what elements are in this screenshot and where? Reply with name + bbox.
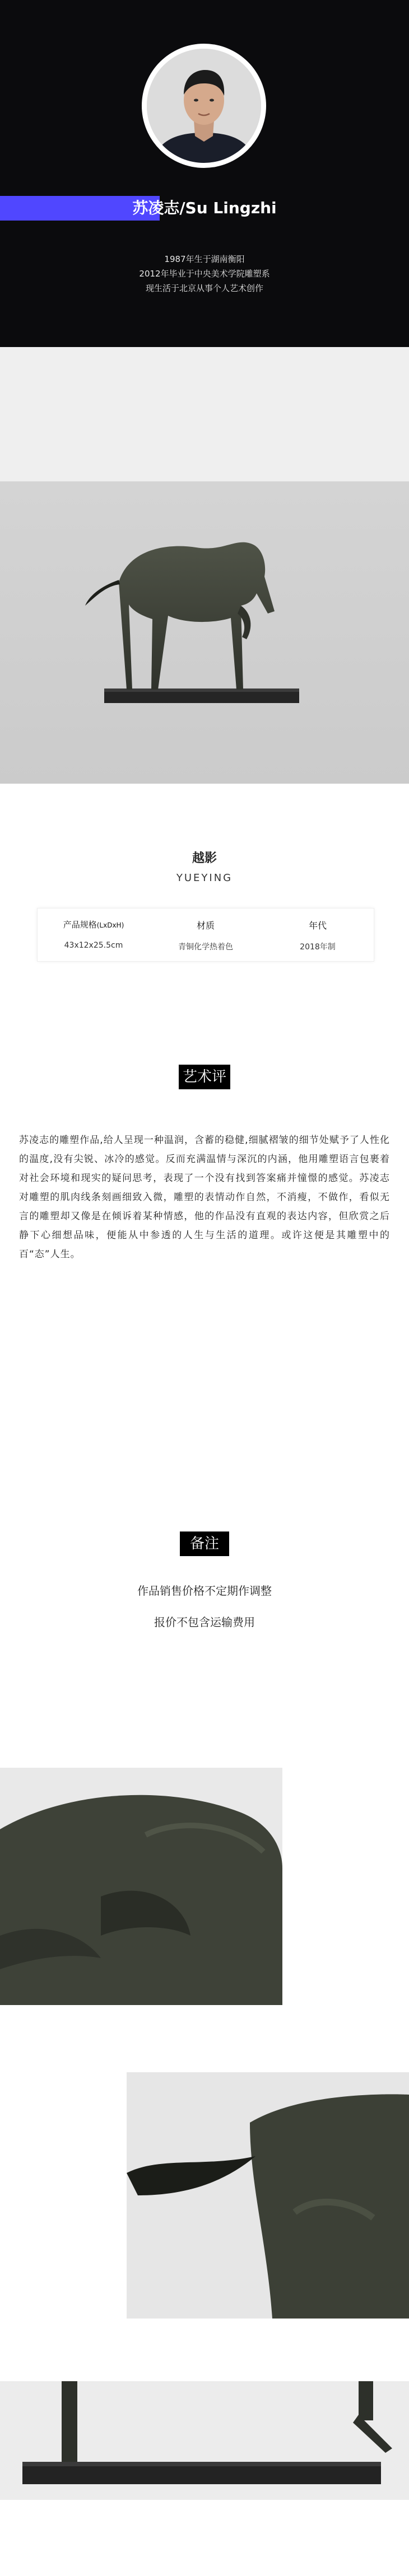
spec-material <box>150 908 262 961</box>
work-subtitle: YUEYING <box>176 872 233 884</box>
note-line-1: 作品销售价格不定期作调整 <box>137 1584 272 1598</box>
spec-size <box>38 908 150 961</box>
artist-name: 苏凌志/Su Lingzhi <box>132 199 277 217</box>
spec-year-value: 2018年制 <box>300 943 336 952</box>
spec-year-label: 年代 <box>308 920 327 931</box>
spec-size-value: 43x12x25.5cm <box>64 941 123 950</box>
bio-line-1: 1987年生于湖南衡阳 <box>164 254 245 264</box>
bio-line-3: 现生活于北京从事个人艺术创作 <box>145 283 263 293</box>
detail-photo-legs <box>0 2381 409 2500</box>
spec-year <box>262 908 374 961</box>
spec-size-unit: (LxDxH) <box>96 921 124 929</box>
work-title: 越影 <box>192 851 217 865</box>
sculpture-photo <box>0 481 409 784</box>
avatar <box>147 49 261 163</box>
detail-photo-body <box>0 1768 282 2005</box>
artist-name-bar <box>0 196 409 221</box>
spec-material-label: 材质 <box>196 920 215 931</box>
detail-photo-tail <box>127 2072 409 2319</box>
spec-table <box>37 908 374 962</box>
bio-line-2: 2012年毕业于中央美术学院雕塑系 <box>139 269 270 279</box>
spacer-band <box>0 347 409 481</box>
spec-size-label-text: 产品规格 <box>63 920 97 930</box>
review-heading: 艺术评价 <box>179 1065 230 1089</box>
note-heading: 备注 <box>180 1531 229 1556</box>
spec-size-label <box>38 919 150 930</box>
review-body: 苏凌志的雕塑作品,给人呈现一种温润，含蓄的稳健,细腻褶皱的细节处赋予了人性化的温度,没有尖锐、冰冷的感觉。反而充满温情与深沉的内涵，他用雕塑语言包裹着对社会环境和现实的疑问思考，表现了一个没有找到答案痛并憧憬的感觉。苏凌志对雕塑的肌肉线条刻画细致入微，雕塑的表情动作自然，不消瘦，不做作，看似无言的雕塑却又像是在倾诉着某种情感，他的作品没有直观的表达内容，但欣赏之后静下心细想品味，便能从中参透的人生与生活的道理。或许这便是其雕塑中的百“态”人生。 <box>19 1135 390 1260</box>
spec-material-value: 青铜化学热着色 <box>178 943 233 952</box>
note-line-2: 报价不包含运输费用 <box>154 1615 255 1629</box>
